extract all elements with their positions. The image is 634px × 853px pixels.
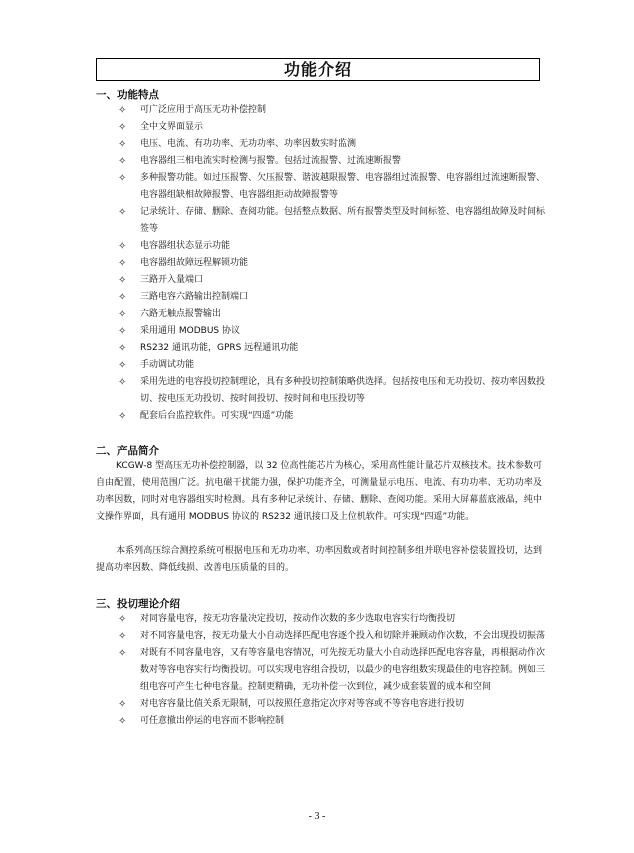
list-item-text: 多种报警功能。如过压报警、欠压报警、谐波越限报警、电容器组过流报警、电容器组过流速断报警、电容器组缺相故障报警、电容器组拒动故障报警等 (140, 173, 546, 200)
bullet-icon: ✧ (118, 326, 127, 337)
page-number: - 3 - (308, 811, 326, 822)
feature-item (96, 204, 546, 238)
feature-item (96, 272, 546, 289)
feature-item (96, 102, 546, 119)
list-item-text: 三路电容六路输出控制端口 (140, 292, 249, 302)
feature-item (96, 119, 546, 136)
switching-theory-list (96, 611, 546, 730)
switching-theory-item (96, 628, 546, 645)
bullet-icon: ✧ (118, 105, 127, 116)
list-item-text: 可广泛应用于高压无功补偿控制 (140, 105, 267, 115)
feature-item (96, 340, 546, 357)
bullet-icon: ✧ (118, 614, 127, 625)
bullet-icon: ✧ (118, 275, 127, 286)
feature-item (96, 408, 546, 425)
feature-list (96, 102, 546, 425)
list-item-text: RS232 通讯功能，GPRS 远程通讯功能 (140, 343, 299, 353)
bullet-icon: ✧ (118, 716, 127, 727)
switching-theory-item (96, 713, 546, 730)
list-item-text: 全中文界面显示 (140, 122, 204, 132)
section-heading-switching: 三、投切理论介绍 (96, 598, 180, 610)
feature-item (96, 170, 546, 204)
feature-item (96, 136, 546, 153)
list-item-text: 电容器组三相电流实时检测与报警。包括过流报警、过流速断报警 (140, 156, 402, 166)
list-item-text: 电容器组状态显示功能 (140, 241, 231, 251)
list-item-text: 可任意撤出停运的电容而不影响控制 (140, 716, 285, 726)
feature-item (96, 289, 546, 306)
list-item-text: 三路开入量端口 (140, 275, 204, 285)
bullet-icon: ✧ (118, 292, 127, 303)
list-item-text: 对既有不同容量电容，又有等容量电容情况，可先按无功量大小自动选择匹配电容容量，再根据动作次数对等容电容实行均衡投切。可以实现电容组合投切，以最少的电容组数实现最佳的电容控制。例如三组电容可产生七种电容量。控制更精确，无功补偿一次到位，减少成套装置的成本和空间 (140, 648, 546, 692)
switching-theory-item (96, 645, 546, 696)
list-item-text: 对不同容量电容，按无功量大小自动选择匹配电容逐个投入和切除并兼顾动作次数，不会出现投切振荡 (140, 631, 546, 641)
list-item-text: 电容器组故障远程解锁功能 (140, 258, 249, 268)
bullet-icon: ✧ (118, 309, 127, 320)
feature-item (96, 306, 546, 323)
list-item-text: 采用先进的电容投切控制理论，具有多种投切控制策略供选择。包括按电压和无功投切、按功率因数投切、按电压无功投切、按时间投切、按时间和电压投切等 (140, 377, 546, 404)
bullet-icon: ✧ (118, 360, 127, 371)
list-item-text: 对同容量电容，按无功容量决定投切，按动作次数的多少选取电容实行均衡投切 (140, 614, 456, 624)
bullet-icon: ✧ (118, 631, 127, 642)
section-heading-features: 一、功能特点 (96, 89, 159, 101)
switching-theory-item (96, 611, 546, 628)
bullet-icon: ✧ (118, 207, 127, 218)
bullet-icon: ✧ (118, 241, 127, 252)
bullet-icon: ✧ (118, 411, 127, 422)
feature-item (96, 323, 546, 340)
feature-item (96, 374, 546, 408)
bullet-icon: ✧ (118, 648, 127, 659)
product-system-paragraph: 本系列高压综合测控系统可根据电压和无功功率、功率因数或者时间控制多组并联电容补偿装置投切，达到提高功率因数、降低线损、改善电压质量的目的。 (96, 546, 542, 573)
list-item-text: 电压、电流、有功功率、无功功率、功率因数实时监测 (140, 139, 357, 149)
bullet-icon: ✧ (118, 258, 127, 269)
list-item-text: 采用通用 MODBUS 协议 (140, 326, 240, 336)
bullet-icon: ✧ (118, 156, 127, 167)
bullet-icon: ✧ (118, 377, 127, 388)
list-item-text: 对电容容量比值关系无限制，可以按照任意指定次序对等容或不等容电容进行投切 (140, 699, 465, 709)
feature-item (96, 153, 546, 170)
bullet-icon: ✧ (118, 173, 127, 184)
product-intro-paragraph: KCGW-8 型高压无功补偿控制器，以 32 位高性能芯片为核心，采用高性能计量芯片双核技术。技术参数可自由配置，使用范围广泛。抗电磁干扰能力强，保护功能齐全，可测量显示电压、电流、有功功率、无功功率及功率因数，同时对电容器组实时检测。具有多种记录统计、存储、删除、查阅功能。采用大屏幕蓝底液晶，纯中文操作界面，具有通用 MODBUS 协议的 RS232 通讯接口及上位机软件。可实现“四遥”功能。 (96, 461, 542, 522)
bullet-icon: ✧ (118, 699, 127, 710)
feature-item (96, 357, 546, 374)
section-heading-product: 二、产品简介 (96, 445, 159, 457)
feature-item (96, 238, 546, 255)
bullet-icon: ✧ (118, 122, 127, 133)
list-item-text: 六路无触点报警输出 (140, 309, 222, 319)
list-item-text: 记录统计、存储、删除、查阅功能。包括整点数据、所有报警类型及时间标签、电容器组故障及时间标签等 (140, 207, 546, 234)
bullet-icon: ✧ (118, 343, 127, 354)
page-title: 功能介绍 (96, 58, 540, 81)
feature-item (96, 255, 546, 272)
list-item-text: 手动调试功能 (140, 360, 195, 370)
switching-theory-item (96, 696, 546, 713)
list-item-text: 配套后台监控软件。可实现“四遥”功能 (140, 411, 294, 421)
bullet-icon: ✧ (118, 139, 127, 150)
